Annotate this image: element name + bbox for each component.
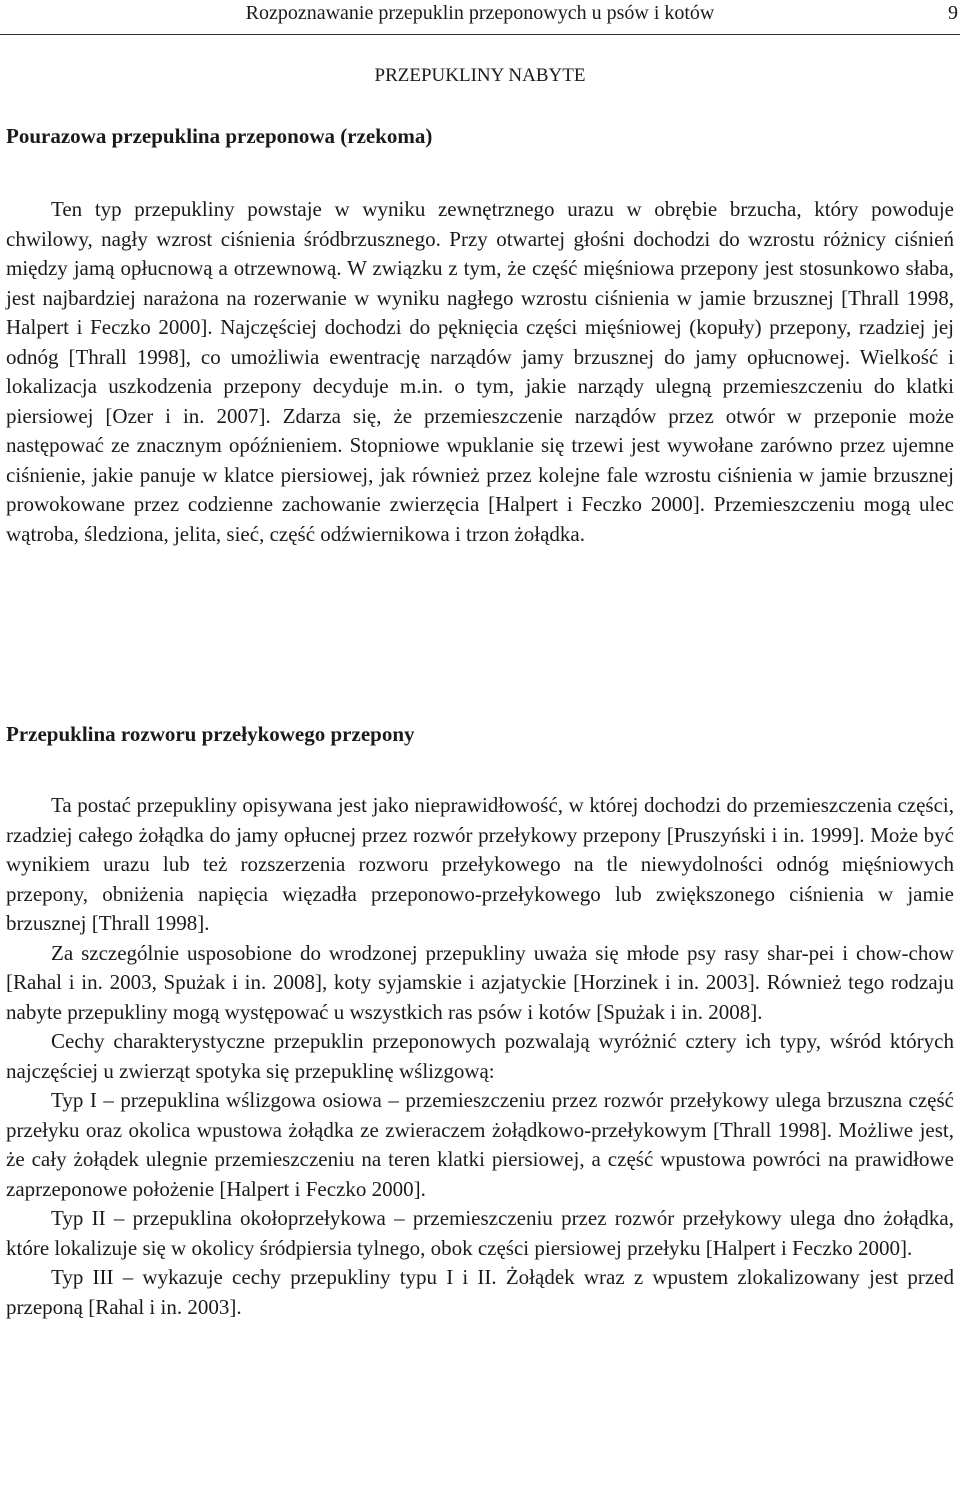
paragraph: Ta postać przepukliny opisywana jest jako nieprawidłowość, w której dochodzi do przemieszczenia części, rzadziej całego żołądka do jamy opłucnej przez rozwór przełykowy przepony [Pruszyński i in. 1999]. Może być wynikiem urazu lub też rozszerzenia rozworu przełykowego na tle niewydolności odnóg mięśniowych przepony, obniżenia napięcia więzadła przeponowo-przełykowego lub zwiększonego ciśnienia w jamie brzusznej [Thrall 1998].	[6, 793, 954, 935]
paragraph: Za szczególnie usposobione do wrodzonej przepukliny uważa się młode psy rasy shar-pei i chow-chow [Rahal i in. 2003, Spużak i in. 2008], koty syjamskie i azjatyckie [Horzinek i in. 2003]. Również tego rodzaju nabyte przepukliny mogą występować u wszystkich ras psów i kotów [Spużak i in. 2008].	[6, 940, 954, 1024]
paragraph: Typ I – przepuklina wślizgowa osiowa – przemieszczeniu przez rozwór przełykowy ulega brzuszna część przełyku oraz okolica wpustowa żołądka ze zwieraczem żołądkowo-przełykowym [Thrall 1998]. Możliwe jest, że cały żołądek ulegnie przemieszczeniu na teren klatki piersiowej, a część wpustowa powróci na prawidłowe zaprzeponowe położenie [Halpert i Feczko 2000].	[6, 1088, 954, 1201]
section-body-hiatal	[6, 791, 954, 1322]
running-title: Rozpoznawanie przepuklin przeponowych u psów i kotów	[245, 2, 715, 24]
part-title: PRZEPUKLINY NABYTE	[374, 65, 586, 86]
paragraph: Typ III – wykazuje cechy przepukliny typu I i II. Żołądek wraz z wpustem zlokalizowany jest przed przeponą [Rahal i in. 2003].	[6, 1265, 954, 1319]
paragraph: Ten typ przepukliny powstaje w wyniku zewnętrznego urazu w obrębie brzucha, który powoduje chwilowy, nagły wzrost ciśnienia śródbrzusznego. Przy otwartej głośni dochodzi do wzrostu różnicy ciśnień między jamą opłucnową a otrzewnową. W związku z tym, że część mięśniowa przepony jest stosunkowo słaba, jest najbardziej narażona na rozerwanie w wyniku nagłego wzrostu ciśnienia w jamie brzusznej [Thrall 1998, Halpert i Feczko 2000]. Najczęściej dochodzi do pęknięcia części mięśniowej (kopuły) przepony, rzadziej jej odnóg [Thrall 1998], co umożliwia ewentrację narządów jamy brzusznej do jamy opłucnowej. Wielkość i lokalizacja uszkodzenia przepony decyduje m.in. o tym, jakie narządy ulegną przemieszczeniu do klatki piersiowej [Ozer i in. 2007]. Zdarza się, że przemieszczenie narządów przez otwór w przeponie może następować ze znacznym opóźnieniem. Stopniowe wpuklanie się trzewi jest wywołane zarówno przez ujemne ciśnienie, jakie panuje w klatce piersiowej, jak również przez kolejne fale wzrostu ciśnienia w jamie brzusznej prowokowane przez codzienne zachowanie zwierzęcia [Halpert i Feczko 2000]. Przemieszczeniu mogą ulec wątroba, śledziona, jelita, sieć, część odźwiernikowa i trzon żołądka.	[6, 197, 954, 546]
paragraph: Typ II – przepuklina okołoprzełykowa – przemieszczeniu przez rozwór przełykowy ulega dno żołądka, które lokalizuje się w okolicy śródpiersia tylnego, obok części piersiowej przełyku [Halpert i Feczko 2000].	[6, 1206, 954, 1260]
section-heading-posttraumatic: Pourazowa przepuklina przeponowa (rzekoma)	[6, 124, 433, 148]
section-body-posttraumatic	[6, 195, 954, 549]
page-number: 9	[948, 2, 958, 24]
section-heading-hiatal: Przepuklina rozworu przełykowego przepony	[6, 722, 415, 746]
paragraph: Cechy charakterystyczne przepuklin przeponowych pozwalają wyróżnić cztery ich typy, wśród których najczęściej u zwierząt spotyka się przepuklinę wślizgową:	[6, 1029, 954, 1083]
running-header	[0, 0, 960, 35]
